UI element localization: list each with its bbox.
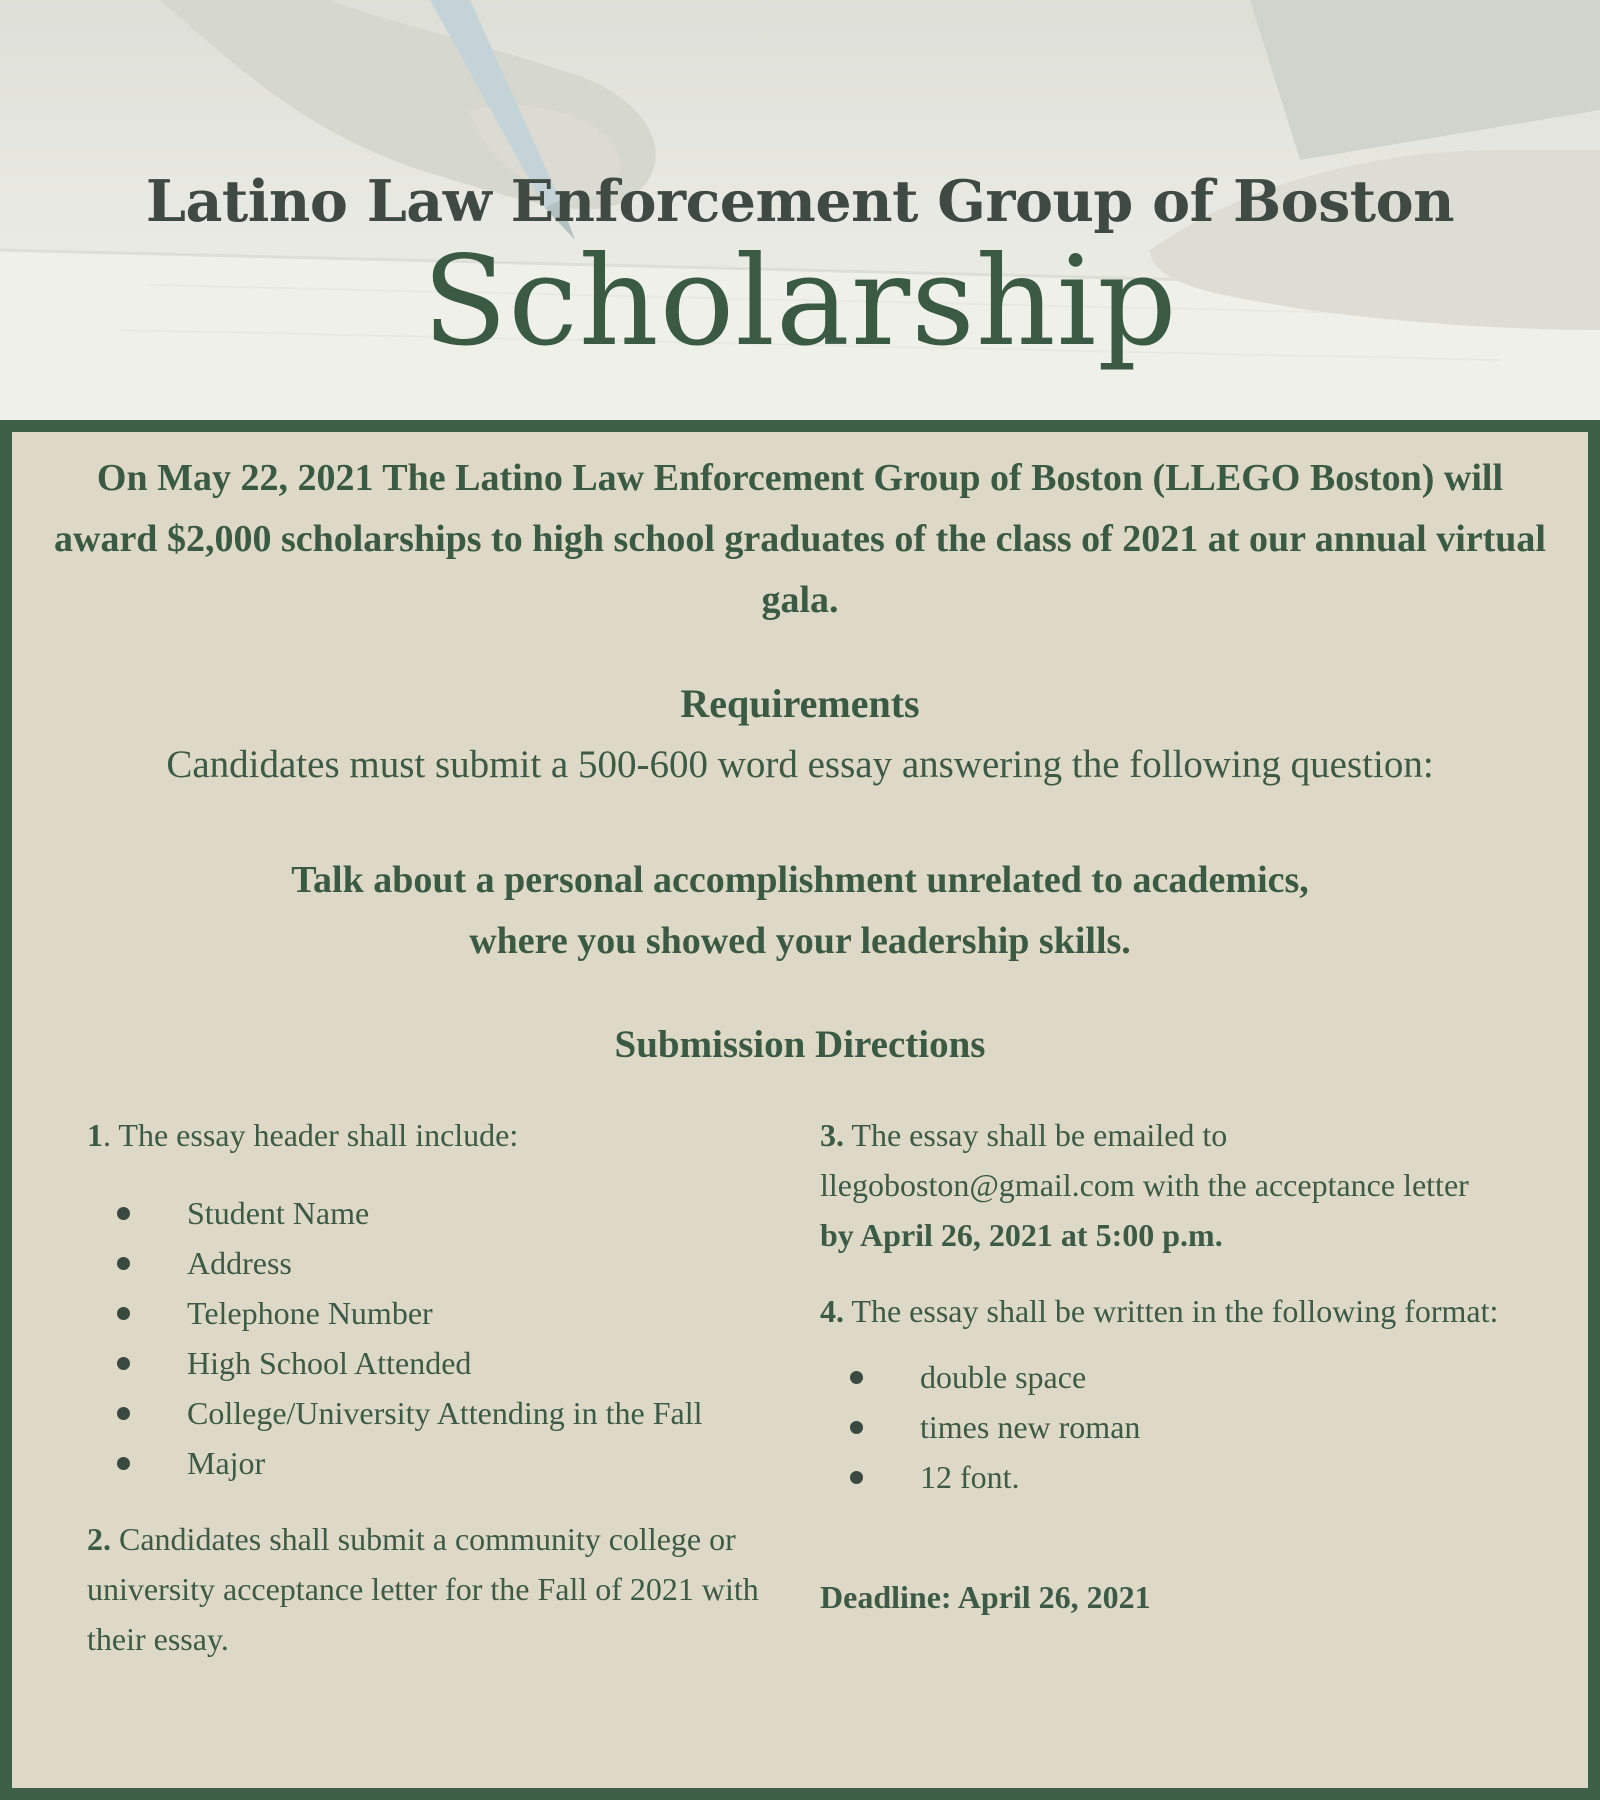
intro-paragraph: On May 22, 2021 The Latino Law Enforcement Group of Boston (LLEGO Boston) will award $2,000 scholarships to high school graduates of the class of 2021 at our annual virtual gala. bbox=[54, 457, 1546, 621]
essay-question-line1: Talk about a personal accomplishment unrelated to academics, bbox=[291, 859, 1309, 901]
directions-right-column bbox=[820, 1110, 1560, 1622]
direction-number: 3. bbox=[820, 1117, 844, 1153]
direction-item-3 bbox=[820, 1110, 1560, 1160]
direction-item-2 bbox=[87, 1514, 807, 1664]
direction-text: Candidates shall submit a community college or university acceptance letter for the Fall of 2021 with their essay. bbox=[87, 1521, 759, 1657]
bullet-icon bbox=[117, 1407, 130, 1420]
header-photo-band bbox=[0, 0, 1600, 420]
direction-item-4 bbox=[820, 1286, 1560, 1336]
list-item: College/University Attending in the Fall bbox=[87, 1388, 807, 1438]
list-item: Student Name bbox=[87, 1188, 807, 1238]
essay-question-line2: where you showed your leadership skills. bbox=[469, 920, 1131, 962]
deadline-label: Deadline: April 26, 2021 bbox=[820, 1579, 1151, 1615]
direction-number: 2. bbox=[87, 1521, 111, 1557]
organization-title: Latino Law Enforcement Group of Boston bbox=[145, 168, 1455, 235]
email-deadline: by April 26, 2021 at 5:00 p.m. bbox=[820, 1217, 1223, 1253]
page-title: Scholarship bbox=[422, 230, 1178, 374]
header-fields-list bbox=[87, 1188, 807, 1488]
bullet-icon bbox=[117, 1357, 130, 1370]
format-list bbox=[820, 1352, 1560, 1502]
email-address: llegoboston@gmail.com with the acceptance letter bbox=[820, 1167, 1469, 1203]
bullet-icon bbox=[117, 1307, 130, 1320]
direction-number: 1 bbox=[87, 1117, 103, 1153]
requirements-text: Candidates must submit a 500-600 word essay answering the following question: bbox=[166, 743, 1434, 786]
list-item: Major bbox=[87, 1438, 807, 1488]
list-item: times new roman bbox=[820, 1402, 1560, 1452]
bullet-icon bbox=[117, 1207, 130, 1220]
list-item: Address bbox=[87, 1238, 807, 1288]
directions-left-column bbox=[87, 1110, 807, 1664]
bullet-icon bbox=[850, 1421, 863, 1434]
submission-heading: Submission Directions bbox=[614, 1023, 986, 1066]
requirements-heading: Requirements bbox=[680, 681, 920, 726]
list-item: double space bbox=[820, 1352, 1560, 1402]
list-item: Telephone Number bbox=[87, 1288, 807, 1338]
list-item: High School Attended bbox=[87, 1338, 807, 1388]
list-item: 12 font. bbox=[820, 1452, 1560, 1502]
direction-text: . The essay header shall include: bbox=[103, 1117, 519, 1153]
essay-question bbox=[100, 850, 1500, 972]
direction-number: 4. bbox=[820, 1293, 844, 1329]
bullet-icon bbox=[850, 1471, 863, 1484]
bullet-icon bbox=[850, 1371, 863, 1384]
direction-item-1 bbox=[87, 1110, 807, 1160]
bullet-icon bbox=[117, 1457, 130, 1470]
direction-text: The essay shall be written in the following format: bbox=[844, 1293, 1499, 1329]
direction-text: The essay shall be emailed to bbox=[844, 1117, 1228, 1153]
bullet-icon bbox=[117, 1257, 130, 1270]
